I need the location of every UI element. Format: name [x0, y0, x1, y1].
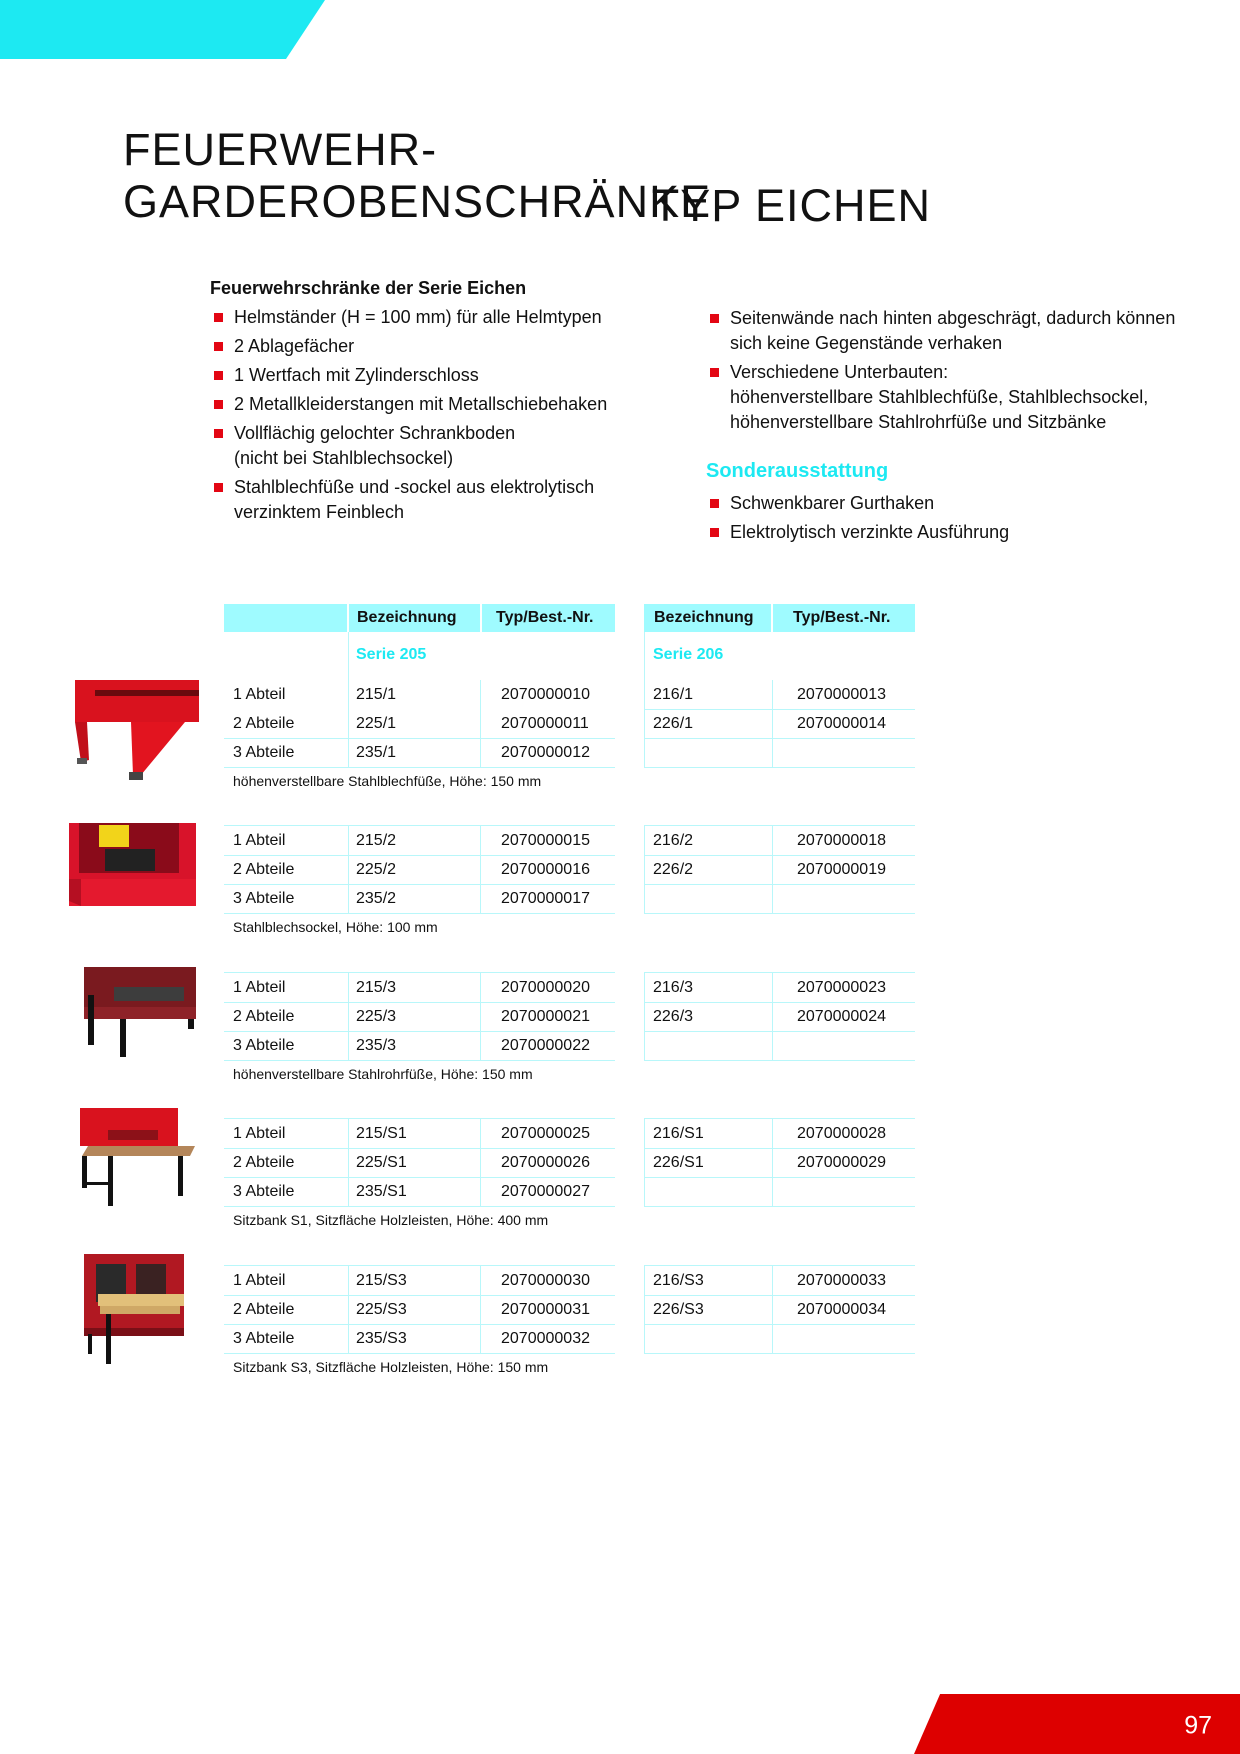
page-title-line-1: FEUERWEHR-GARDEROBENSCHRÄNKE	[123, 124, 712, 227]
page-title-line-2: TYP EICHEN	[651, 180, 931, 231]
table-cell-label: 2 Abteile	[233, 1301, 295, 1318]
header-bezeichnung-206: Bezeichnung	[644, 604, 771, 632]
row-divider	[224, 1206, 615, 1207]
row-divider	[644, 1060, 915, 1061]
table-cell-a: 235/3	[356, 1037, 397, 1054]
cabinet-tube-feet-illustration	[84, 967, 196, 1060]
feature-item: Seitenwände nach hinten abgeschrägt, dadurch können sich keine Gegenstände verhaken	[706, 306, 1186, 356]
column-separator	[644, 680, 645, 767]
column-separator	[644, 826, 645, 913]
header-typ-205: Typ/Best.-Nr.	[482, 604, 615, 632]
column-separator	[772, 680, 773, 767]
column-separator	[348, 680, 349, 767]
table-cell-c: 216/3	[653, 979, 694, 996]
row-divider	[644, 913, 915, 914]
cabinet-feet-illustration	[75, 680, 199, 782]
table-cell-label: 3 Abteile	[233, 890, 295, 907]
table-cell-b: 2070000026	[501, 1154, 590, 1171]
header-typ-206: Typ/Best.-Nr.	[773, 604, 915, 632]
table-cell-d: 2070000018	[797, 832, 886, 849]
feature-item: 2 Ablagefächer	[210, 334, 680, 359]
table-cell-a: 235/S3	[356, 1330, 407, 1347]
column-separator	[348, 973, 349, 1060]
page-number: 97	[1184, 1711, 1212, 1740]
table-cell-label: 1 Abteil	[233, 1272, 286, 1289]
column-separator	[772, 1119, 773, 1206]
special-equipment-list	[706, 491, 1186, 549]
table-cell-a: 225/2	[356, 861, 397, 878]
group-note: höhenverstellbare Stahlrohrfüße, Höhe: 150 mm	[233, 1066, 533, 1082]
column-separator	[644, 1119, 645, 1206]
serie-206-label: Serie 206	[653, 646, 724, 663]
feature-list-left	[210, 305, 680, 529]
table-cell-d: 2070000023	[797, 979, 886, 996]
product-image-steel-base	[69, 823, 196, 906]
column-separator	[480, 680, 481, 767]
table-cell-c: 226/S3	[653, 1301, 704, 1318]
feature-item: Vollflächig gelochter Schrankboden (nicht bei Stahlblechsockel)	[210, 421, 680, 471]
table-cell-d: 2070000024	[797, 1008, 886, 1025]
table-cell-b: 2070000012	[501, 744, 590, 761]
table-cell-d: 2070000019	[797, 861, 886, 878]
feature-item: 1 Wertfach mit Zylinderschloss	[210, 363, 680, 388]
column-separator	[480, 1266, 481, 1353]
column-separator	[348, 1266, 349, 1353]
row-divider	[644, 1353, 915, 1354]
table-cell-a: 225/S1	[356, 1154, 407, 1171]
feature-item: Helmständer (H = 100 mm) für alle Helmtypen	[210, 305, 680, 330]
special-item: Elektrolytisch verzinkte Ausführung	[706, 520, 1186, 545]
column-separator	[348, 632, 349, 680]
table-cell-label: 2 Abteile	[233, 861, 295, 878]
column-separator	[348, 826, 349, 913]
table-cell-d: 2070000033	[797, 1272, 886, 1289]
table-cell-c: 216/2	[653, 832, 694, 849]
special-item: Schwenkbarer Gurthaken	[706, 491, 1186, 516]
table-cell-label: 3 Abteile	[233, 1330, 295, 1347]
table-cell-b: 2070000017	[501, 890, 590, 907]
feature-item: 2 Metallkleiderstangen mit Metallschiebehaken	[210, 392, 680, 417]
table-cell-d: 2070000029	[797, 1154, 886, 1171]
column-separator	[772, 973, 773, 1060]
row-divider	[224, 767, 615, 768]
table-cell-b: 2070000021	[501, 1008, 590, 1025]
table-cell-b: 2070000011	[501, 715, 589, 732]
top-left-accent-shape	[0, 0, 325, 59]
table-row	[0, 1266, 1240, 1295]
column-separator	[480, 826, 481, 913]
table-cell-a: 235/S1	[356, 1183, 407, 1200]
table-row	[0, 1324, 1240, 1353]
table-cell-b: 2070000032	[501, 1330, 590, 1347]
row-divider	[224, 913, 615, 914]
table-cell-b: 2070000022	[501, 1037, 590, 1054]
product-image-bench-s1	[80, 1108, 195, 1208]
table-cell-d: 2070000013	[797, 686, 886, 703]
table-cell-a: 215/S1	[356, 1125, 407, 1142]
table-cell-a: 215/3	[356, 979, 397, 996]
product-image-tube-feet	[84, 967, 196, 1060]
serie-205-label: Serie 205	[356, 646, 427, 663]
table-cell-d: 2070000034	[797, 1301, 886, 1318]
table-cell-b: 2070000031	[501, 1301, 590, 1318]
intro-heading: Feuerwehrschränke der Serie Eichen	[210, 278, 527, 298]
table-cell-b: 2070000030	[501, 1272, 590, 1289]
row-divider	[644, 767, 915, 768]
table-cell-a: 215/1	[356, 686, 397, 703]
header-blank-cell	[224, 604, 347, 632]
column-separator	[772, 826, 773, 913]
column-separator	[480, 973, 481, 1060]
table-cell-d: 2070000028	[797, 1125, 886, 1142]
column-separator	[480, 1119, 481, 1206]
row-divider	[224, 1060, 615, 1061]
table-cell-a: 235/1	[356, 744, 397, 761]
special-equipment-heading: Sonderausstattung	[706, 460, 889, 482]
column-separator	[644, 973, 645, 1060]
table-cell-label: 1 Abteil	[233, 686, 286, 703]
table-cell-label: 1 Abteil	[233, 832, 286, 849]
row-divider	[224, 1353, 615, 1354]
column-separator	[348, 1119, 349, 1206]
table-cell-c: 226/3	[653, 1008, 694, 1025]
table-cell-b: 2070000015	[501, 832, 590, 849]
column-separator	[644, 1266, 645, 1353]
table-cell-label: 3 Abteile	[233, 1183, 295, 1200]
table-cell-c: 216/1	[653, 686, 694, 703]
cabinet-bench-s1-illustration	[80, 1108, 195, 1208]
cabinet-base-illustration	[69, 823, 196, 906]
table-cell-b: 2070000027	[501, 1183, 590, 1200]
table-cell-a: 225/1	[356, 715, 397, 732]
table-cell-label: 2 Abteile	[233, 715, 295, 732]
cabinet-bench-s3-illustration	[84, 1254, 184, 1364]
table-cell-label: 1 Abteil	[233, 979, 286, 996]
group-note: Sitzbank S3, Sitzfläche Holzleisten, Höhe: 150 mm	[233, 1359, 549, 1375]
table-cell-label: 3 Abteile	[233, 744, 295, 761]
table-cell-a: 235/2	[356, 890, 397, 907]
table-cell-b: 2070000016	[501, 861, 590, 878]
product-image-bench-s3	[84, 1254, 184, 1364]
column-separator	[772, 1266, 773, 1353]
feature-item: Verschiedene Unterbauten: höhenverstellbare Stahlblechfüße, Stahlblechsockel, höhenverstellbare Stahlrohrfüße und Sitzbänke	[706, 360, 1186, 435]
group-note: Sitzbank S1, Sitzfläche Holzleisten, Höhe: 400 mm	[233, 1212, 549, 1228]
table-cell-label: 2 Abteile	[233, 1008, 295, 1025]
table-cell-c: 226/2	[653, 861, 694, 878]
feature-item: Stahlblechfüße und -sockel aus elektrolytisch verzinktem Feinblech	[210, 475, 680, 525]
table-cell-c: 226/1	[653, 715, 694, 732]
table-row	[0, 1295, 1240, 1324]
group-note: Stahlblechsockel, Höhe: 100 mm	[233, 919, 438, 935]
column-separator	[644, 632, 645, 680]
table-cell-c: 226/S1	[653, 1154, 704, 1171]
table-cell-a: 225/S3	[356, 1301, 407, 1318]
table-cell-c: 216/S3	[653, 1272, 704, 1289]
row-divider	[644, 1206, 915, 1207]
feature-list-right	[706, 306, 1186, 439]
table-cell-b: 2070000025	[501, 1125, 590, 1142]
table-cell-d: 2070000014	[797, 715, 886, 732]
table-cell-label: 3 Abteile	[233, 1037, 295, 1054]
table-cell-b: 2070000010	[501, 686, 590, 703]
product-image-steel-feet	[75, 680, 199, 782]
header-bezeichnung-205: Bezeichnung	[349, 604, 480, 632]
table-cell-label: 2 Abteile	[233, 1154, 295, 1171]
table-cell-a: 225/3	[356, 1008, 397, 1025]
table-cell-label: 1 Abteil	[233, 1125, 286, 1142]
table-cell-a: 215/S3	[356, 1272, 407, 1289]
table-cell-b: 2070000020	[501, 979, 590, 996]
table-cell-a: 215/2	[356, 832, 397, 849]
group-note: höhenverstellbare Stahlblechfüße, Höhe: 150 mm	[233, 773, 542, 789]
table-cell-c: 216/S1	[653, 1125, 704, 1142]
